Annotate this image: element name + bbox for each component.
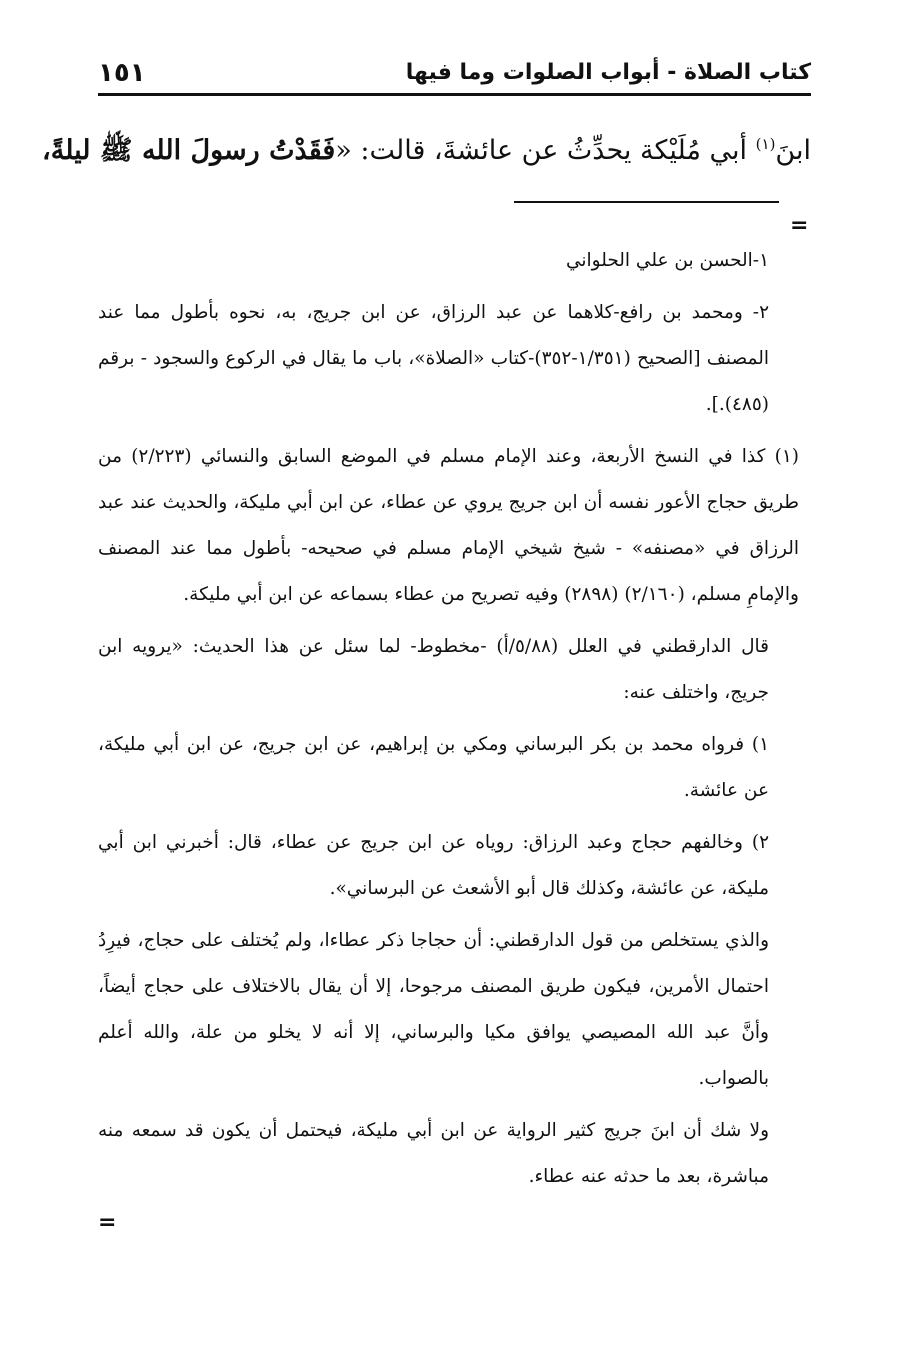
running-title: كتاب الصلاة - أبواب الصلوات وما فيها — [405, 60, 811, 85]
hadith-quote: فَقَدْتُ رسولَ الله ﷺ ليلةً، — [42, 135, 336, 166]
footnote-paragraph: ١) فرواه محمد بن بكر البرساني ومكي بن إبراهيم، عن ابن جريج، عن ابن أبي مليكة، عن عائشة. — [98, 734, 769, 801]
footnote-paragraph: ولا شك أن ابنَ جريج كثير الرواية عن ابن أبي مليكة، فيحتمل أن يكون قد سمعه منه مباشرة، بعد ما حدثه عنه عطاء. — [98, 1120, 769, 1187]
footnote-reference: (١) — [755, 135, 776, 153]
footnotes-section — [98, 238, 799, 1206]
page-header — [98, 58, 811, 96]
footnote-separator-rule — [514, 201, 779, 203]
footnote-paragraph: ١-الحسن بن علي الحلواني — [565, 250, 769, 271]
footnote-paragraph: قال الدارقطني في العلل (٥/٨٨/أ) -مخطوط- لما سئل عن هذا الحديث: «يرويه ابن جريج، واختلف عنه: — [98, 636, 769, 703]
main-text-start: ابنَ — [775, 135, 811, 166]
footnote-paragraph: (١) كذا في النسخ الأربعة، وعند الإمام مسلم في الموضع السابق والنسائي (٢/٢٢٣) من طريق حجاج الأعور نفسه أن ابن جريج يروي عن عطاء، عن ابن أبي مليكة، والحديث عند عبد الرزاق في «مصنفه» - شيخ شيخي الإمام مسلم في صحيحه- بأطول مما عند المصنف والإمامِ مسلم، (٢/١٦٠) (٢٨٩٨) وفيه تصريح من عطاء بسماعه عن ابن أبي مليكة. — [98, 446, 799, 605]
main-text-middle: أبي مُلَيْكة يحدِّثُ عن عائشةَ، قالت: « — [335, 135, 756, 166]
main-text-line — [42, 118, 811, 177]
continuation-mark-top: = — [790, 213, 809, 238]
header-rule — [98, 93, 811, 96]
footnote-paragraph: ٢- ومحمد بن رافع-كلاهما عن عبد الرزاق، عن ابن جريج، به، نحوه بأطول مما عند المصنف [الصحيح (١/٣٥١-٣٥٢)-كتاب «الصلاة»، باب ما يقال في الركوع والسجود - برقم (٤٨٥).]. — [98, 302, 769, 415]
footnote-paragraph: والذي يستخلص من قول الدارقطني: أن حجاجا ذكر عطاءا، ولم يُختلف على حجاج، فيرِدُ احتمال الأمرين، فيكون طريق المصنف مرجوحا، إلا أن يقال بالاختلاف على حجاج أيضاً، وأنَّ عبد الله المصيصي يوافق مكيا والبرساني، إلا أنه لا يخلو من علة، والله أعلم بالصواب. — [98, 930, 769, 1089]
footnote-paragraph: ٢) وخالفهم حجاج وعبد الرزاق: روياه عن ابن جريج عن عطاء، قال: أخبرني ابن أبي مليكة، عن عائشة، وكذلك قال أبو الأشعث عن البرساني». — [98, 832, 769, 899]
page-number: ١٥١ — [98, 58, 146, 88]
continuation-mark-bottom: = — [98, 1210, 117, 1235]
